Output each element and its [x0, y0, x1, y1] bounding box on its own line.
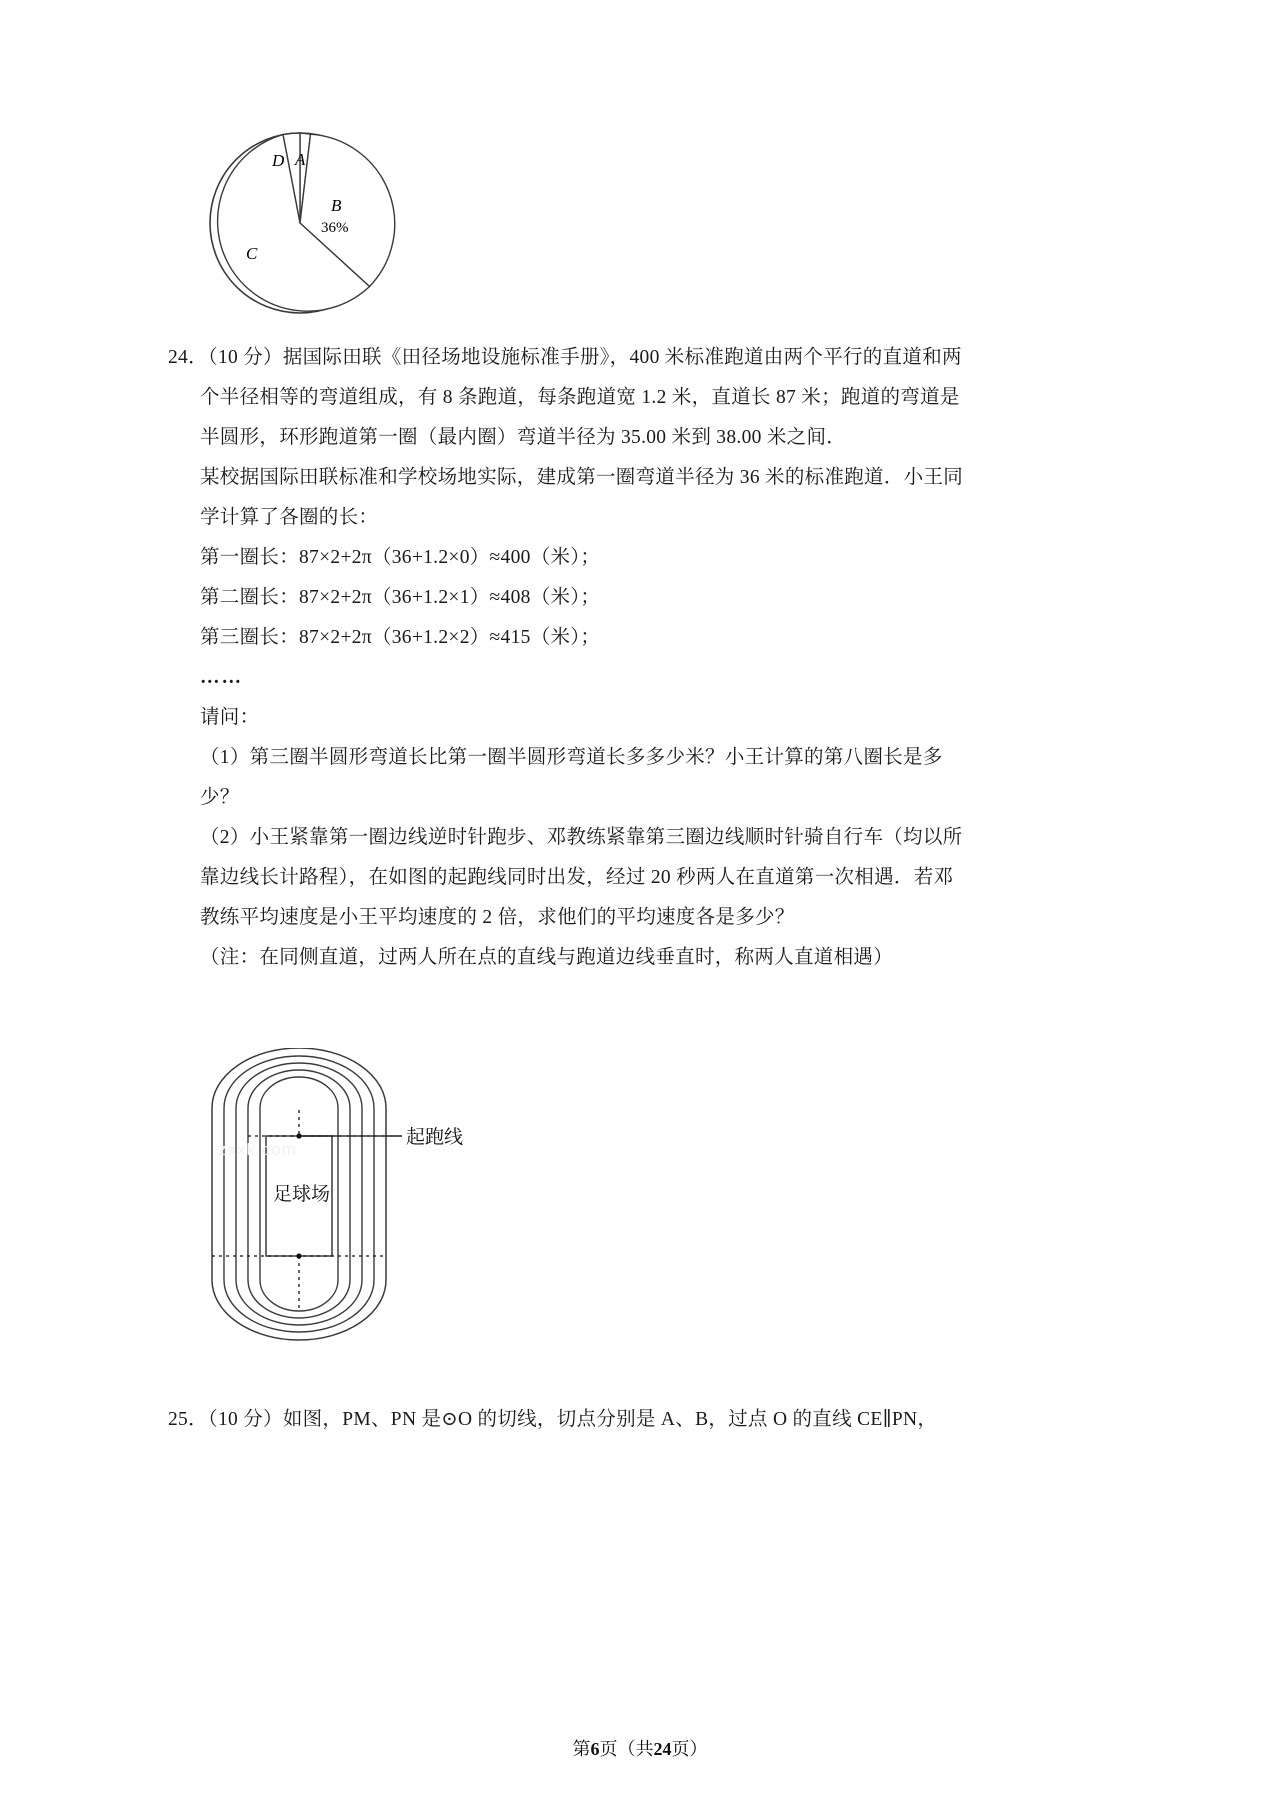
bottom-center-dot — [296, 1253, 301, 1258]
q24-sub2-line2: 靠边线长计路程），在如图的起跑线同时出发，经过 20 秒两人在直道第一次相遇．若邓 — [200, 867, 954, 888]
q24-sub2-line3: 教练平均速度是小王平均速度的 2 倍，求他们的平均速度各是多少？ — [200, 907, 795, 928]
q24-ask-label: 请问： — [200, 707, 260, 728]
q24-paragraph2-line1: 某校据国际田联标准和学校场地实际，建成第一圈弯道半径为 36 米的标准跑道．小王同 — [200, 467, 964, 488]
q24-calc-lap2: 第二圈长：87×2+2π（36+1.2×1）≈408（米）； — [200, 587, 601, 608]
pie-chart-svg — [200, 118, 410, 328]
page-footer — [0, 1735, 1280, 1761]
q24-ellipsis: …… — [200, 667, 243, 688]
q24-note: （注：在同侧直道，过两人所在点的直线与跑道边线垂直时，称两人直道相遇） — [200, 947, 894, 968]
footer-middle: 页（共 — [599, 1739, 654, 1759]
q24-sub1-line2: 少？ — [200, 787, 240, 808]
q24-sub2-line1: （2）小王紧靠第一圈边线逆时针跑步、邓教练紧靠第三圈边线顺时针骑自行车（均以所 — [200, 827, 963, 848]
q24-paragraph1-line3: 半圆形，环形跑道第一圈（最内圈）弯道半径为 35.00 米到 38.00 米之间． — [200, 427, 847, 448]
pie-chart-figure — [200, 118, 410, 328]
pie-label-b-value: 36% — [321, 220, 349, 236]
pie-label-d: D — [272, 151, 285, 170]
pie-label-b: B — [331, 196, 342, 215]
watermark-text: zxxk.com — [218, 1140, 297, 1159]
q24-calc-lap3: 第三圈长：87×2+2π（36+1.2×2）≈415（米）； — [200, 627, 601, 648]
q24-paragraph1-line1: 24．（10 分）据国际田联《田径场地设施标准手册》，400 米标准跑道由两个平行的直道和两 — [168, 347, 962, 368]
footer-page-number: 6 — [590, 1739, 600, 1759]
footer-suffix: 页） — [671, 1739, 708, 1759]
start-line-label: 起跑线 — [406, 1127, 464, 1148]
q25-line1: 25．（10 分）如图，PM、PN 是⊙O 的切线，切点分别是 A、B，过点 O 的直线 CE∥PN， — [168, 1409, 938, 1430]
footer-total-pages: 24 — [653, 1739, 672, 1759]
track-diagram-svg — [190, 1048, 660, 1360]
footer-prefix: 第 — [572, 1739, 591, 1759]
q24-paragraph1-line2: 个半径相等的弯道组成，有 8 条跑道，每条跑道宽 1.2 米，直道长 87 米；跑道的弯道是 — [200, 387, 960, 408]
track-figure — [190, 1048, 660, 1360]
q24-paragraph2-line2: 学计算了各圈的长： — [200, 507, 379, 528]
question25-body — [168, 1400, 1120, 1440]
pie-label-c: C — [246, 244, 258, 263]
pie-label-a: A — [295, 150, 306, 169]
q24-calc-lap1: 第一圈长：87×2+2π（36+1.2×0）≈400（米）； — [200, 547, 601, 568]
q24-sub1-line1: （1）第三圈半圆形弯道长比第一圈半圆形弯道长多多少米？小王计算的第八圈长是多 — [200, 747, 943, 768]
question-body — [168, 338, 1120, 978]
football-field-label: 足球场 — [273, 1184, 331, 1205]
